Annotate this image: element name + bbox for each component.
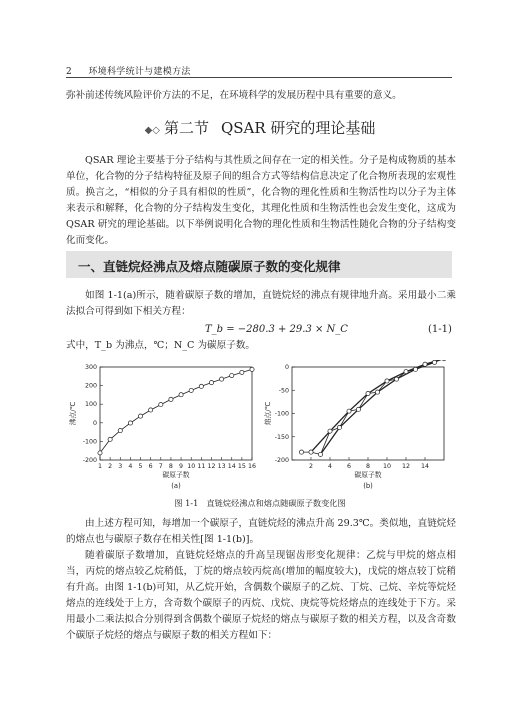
plot-frame <box>100 367 252 460</box>
data-point <box>423 362 427 366</box>
data-point <box>432 360 436 364</box>
x-tick-label: 6 <box>148 463 153 470</box>
header-rule <box>66 77 452 78</box>
fit-curve <box>100 369 252 453</box>
figure-caption: 图 1-1 直链烷烃沸点和熔点随碳原子数变化图 <box>174 498 346 508</box>
equation-where-text: 式中，T_b 为沸点，℃；N_C 为碳原子数。 <box>66 340 256 351</box>
section-title-main: QSAR 研究的理论基础 <box>220 119 376 137</box>
section-title-prefix: 第二节 <box>163 119 209 137</box>
data-point <box>404 370 408 374</box>
y-tick-label: -200 <box>82 457 97 464</box>
data-point <box>128 421 132 425</box>
data-point <box>366 391 370 395</box>
y-tick-label: 200 <box>84 382 97 390</box>
chart-boiling-point <box>66 360 261 496</box>
x-tick-label: 12 <box>207 463 216 470</box>
data-point <box>138 414 142 418</box>
x-tick-label: 16 <box>247 463 257 470</box>
data-point <box>209 381 213 385</box>
equation-1-1 <box>205 324 348 335</box>
data-point <box>394 377 398 381</box>
y-axis-label: 沸点/℃ <box>69 401 77 426</box>
y-tick-label: -100 <box>274 410 289 418</box>
series-line <box>302 360 445 454</box>
paragraph-boiling-intro: 如图 1-1(a)所示，随着碳原子数的增加，直链烷烃的沸点有规律地升高。采用最小二乘法拟合可得到如下相关方程： <box>66 290 456 317</box>
y-tick-label: -200 <box>274 457 289 464</box>
x-tick-label: 1 <box>97 463 103 470</box>
x-tick-label: 14 <box>227 463 236 470</box>
data-point <box>309 450 313 454</box>
data-point <box>299 450 303 454</box>
y-tick-label: -50 <box>278 387 289 395</box>
x-tick-label: 5 <box>138 463 143 470</box>
y-tick-label: -150 <box>274 433 289 441</box>
x-axis-label: 碳原子数 <box>162 471 190 479</box>
equation-text: T_b = −280.3 + 29.3 × N_C <box>205 324 348 335</box>
series-line <box>321 362 435 454</box>
x-tick-label: 8 <box>365 463 371 470</box>
x-tick-label: 10 <box>382 463 392 470</box>
data-point <box>375 390 379 394</box>
data-point <box>199 384 203 388</box>
data-point <box>108 437 112 441</box>
paragraph-qsar-basis: QSAR 理论主要基于分子结构与其性质之间存在一定的相关性。分子是构成物质的基本单位，化合物的分子结构特征及原子间的组合方式等结构信息决定了化合物所表现的宏观性质。换言之，“相似的分子具有相似的性质”，化合物的理化性质和生物活性均以分子为主体来表示和解释，化合物的分子结构发生变化，其理化性质和生物活性也会发生变化，这成为 QSAR 研究的理论基础。以下举例说明化合物的理化性质和生物活性随化合物的分子结构变化而变化。 <box>66 155 456 246</box>
data-point <box>220 377 224 381</box>
data-point <box>118 429 122 433</box>
data-point <box>347 409 351 413</box>
x-tick-label: 2 <box>108 463 113 470</box>
data-point <box>159 402 163 406</box>
y-tick-label: -100 <box>82 438 97 446</box>
x-tick-label: 15 <box>237 463 246 470</box>
data-point <box>98 451 102 455</box>
y-tick-label: 100 <box>84 401 97 409</box>
data-point <box>230 373 234 377</box>
data-point <box>356 407 360 411</box>
y-tick-label: 0 <box>92 419 97 427</box>
x-tick-label: 13 <box>217 463 226 470</box>
x-tick-label: 11 <box>197 463 206 470</box>
x-tick-label: 4 <box>327 463 333 470</box>
diamond-icon: ◆◇ <box>144 125 160 136</box>
x-tick-label: 2 <box>308 463 314 470</box>
x-tick-label: 12 <box>401 463 411 470</box>
x-tick-label: 4 <box>128 463 133 470</box>
data-point <box>442 360 446 361</box>
data-point <box>318 452 322 456</box>
subsection-title: 一、直链烷烃沸点及熔点随碳原子数的变化规律 <box>78 259 341 274</box>
continuation-text: 弥补前述传统风险评价方法的不足，在环境科学的发展历程中具有重要的意义。 <box>66 90 402 101</box>
book-title: 环境科学统计与建模方法 <box>88 67 191 77</box>
x-tick-label: 6 <box>346 463 352 470</box>
running-header <box>66 64 191 77</box>
page-number: 2 <box>66 67 73 77</box>
data-point <box>169 397 173 401</box>
paragraph-boiling-conclusion: 由上述方程可知，每增加一个碳原子，直链烷烃的沸点升高 29.3℃。类似地，直链烷烃的熔点也与碳原子数存在相关性[图 1-1(b)]。 <box>66 518 456 545</box>
x-tick-label: 14 <box>420 463 430 470</box>
data-point <box>413 367 417 371</box>
data-point <box>179 393 183 397</box>
panel-label: (a) <box>171 482 181 490</box>
data-point <box>385 379 389 383</box>
data-point <box>337 425 341 429</box>
x-axis-label: 碳原子数 <box>354 471 382 479</box>
equation-number: (1-1) <box>428 324 452 335</box>
y-tick-label: 0 <box>284 364 289 371</box>
x-tick-label: 3 <box>118 463 123 470</box>
x-tick-label: 8 <box>168 463 173 470</box>
data-point <box>189 388 193 392</box>
x-tick-label: 9 <box>179 463 184 470</box>
data-point <box>149 408 153 412</box>
y-tick-label: 300 <box>84 364 97 371</box>
x-tick-label: 7 <box>158 463 163 470</box>
panel-label: (b) <box>363 482 373 490</box>
x-tick-label: 10 <box>187 463 196 470</box>
series-line <box>311 360 444 452</box>
data-point <box>250 367 254 371</box>
y-axis-label: 熔点/℃ <box>264 401 272 426</box>
data-point <box>240 370 244 374</box>
chart-melting-point <box>262 360 452 496</box>
paragraph-melting-pattern: 随着碳原子数增加，直链烷烃熔点的升高呈现锯齿形变化规律：乙烷与甲烷的熔点相当，丙烷的熔点较乙烷稍低，丁烷的熔点较丙烷高(增加的幅度较大)，戊烷的熔点较丁烷稍有升高。由图 1-1(b)可知，从乙烷开始，含偶数个碳原子的乙烷、丁烷、己烷、辛烷等烷烃熔点的连线处于上方，含奇数个碳原子的丙烷、戊烷、庚烷等烷烃熔点的连线处于下方。采用最小二乘法拟合分别得到含偶数个碳原子烷烃的熔点与碳原子数的相关方程，以及含奇数个碳原子烷烃的熔点与碳原子数的相关方程如下： <box>66 550 456 641</box>
section-title <box>0 117 520 138</box>
plot-frame <box>292 367 444 460</box>
data-point <box>328 429 332 433</box>
